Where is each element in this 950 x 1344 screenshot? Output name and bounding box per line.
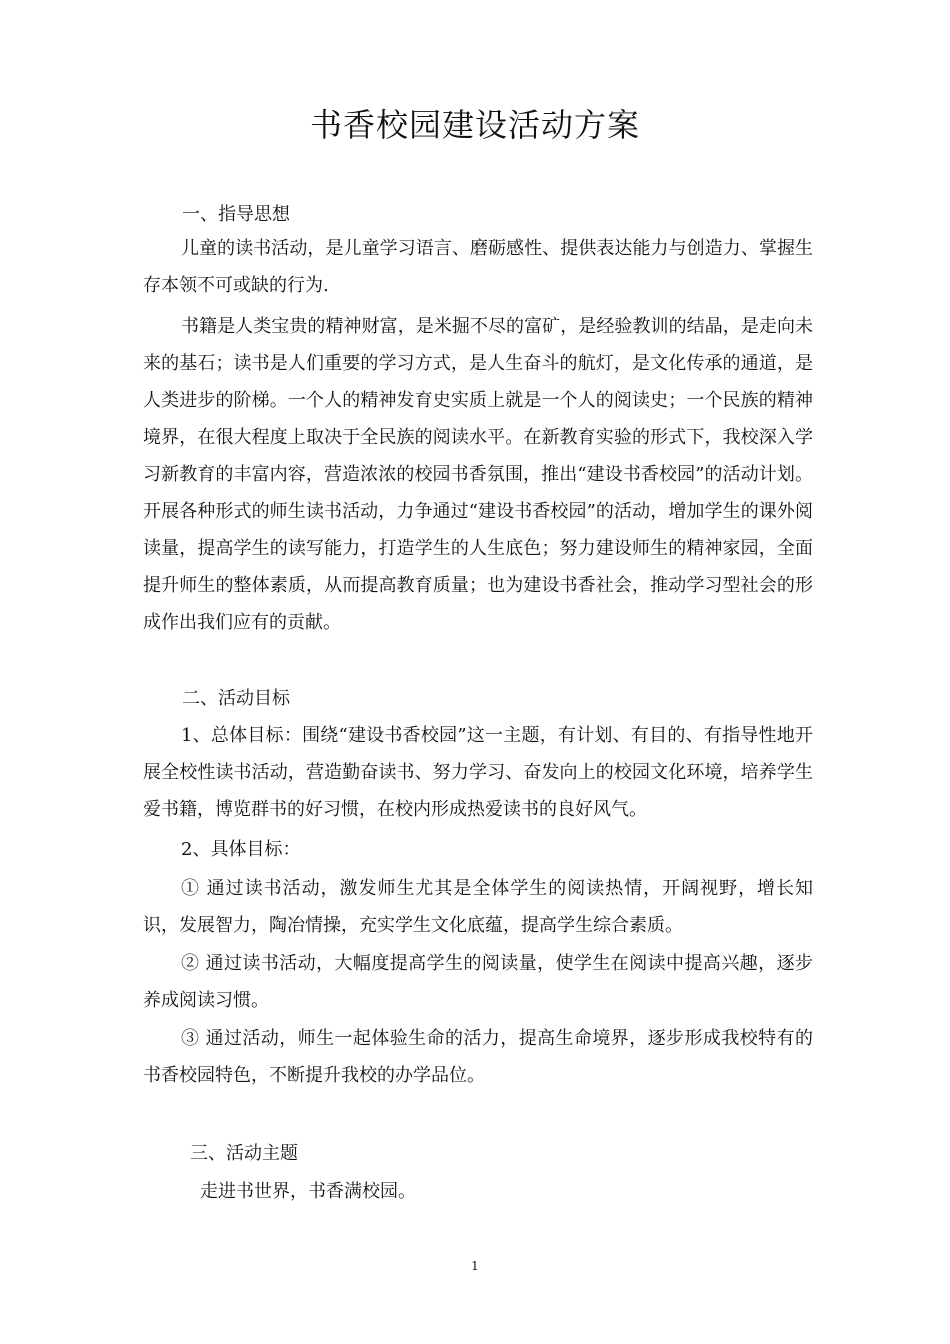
activity-theme-text: 走进书世界，书香满校园。 (200, 1181, 416, 1202)
paragraph-specific-goals-label: 2、具体目标： (181, 839, 301, 860)
paragraph-children-reading: 儿童的读书活动，是儿童学习语言、磨砺感性、提供表达能力与创造力、掌握生存本领不可或缺的行为. (143, 238, 813, 296)
paragraph-goal-item-1: ① 通过读书活动，激发师生尤其是全体学生的阅读热情，开阔视野，增长知识，发展智力，陶冶情操，充实学生文化底蕴，提高学生综合素质。 (143, 878, 813, 936)
section-heading-guiding-thought: 一、指导思想 (182, 204, 290, 225)
section-heading-activity-theme: 三、活动主题 (190, 1143, 298, 1164)
paragraph-goal-item-3: ③ 通过活动，师生一起体验生命的活力，提高生命境界，逐步形成我校特有的书香校园特色，不断提升我校的办学品位。 (143, 1028, 813, 1086)
document-title: 书香校园建设活动方案 (309, 106, 640, 144)
section-heading-activity-goals: 二、活动目标 (182, 688, 290, 709)
paragraph-books-value: 书籍是人类宝贵的精神财富，是米掘不尽的富矿，是经验教训的结晶，是走向未来的基石；读书是人们重要的学习方式，是人生奋斗的航灯，是文化传承的通道，是人类进步的阶梯。一个人的精神发育史实质上就是一个人的阅读史；一个民族的精神境界，在很大程度上取决于全民族的阅读水平。在新教育实验的形式下，我校深入学习新教育的丰富内容，营造浓浓的校园书香氛围，推出“建设书香校园”的活动计划。开展各种形式的师生读书活动，力争通过“建设书香校园”的活动，增加学生的课外阅读量，提高学生的读写能力，打造学生的人生底色；努力建设师生的精神家园，全面提升师生的整体素质，从而提高教育质量；也为建设书香社会，推动学习型社会的形成作出我们应有的贡献。 (143, 316, 813, 633)
paragraph-overall-goal: 1、总体目标：围绕“建设书香校园”这一主题，有计划、有目的、有指导性地开展全校性读书活动，营造勤奋读书、努力学习、奋发向上的校园文化环境，培养学生爱书籍，博览群书的好习惯，在校内形成热爱读书的良好风气。 (143, 725, 813, 820)
paragraph-goal-item-2: ② 通过读书活动，大幅度提高学生的阅读量，使学生在阅读中提高兴趣，逐步养成阅读习惯。 (143, 953, 813, 1011)
page-number: 1 (471, 1259, 479, 1273)
